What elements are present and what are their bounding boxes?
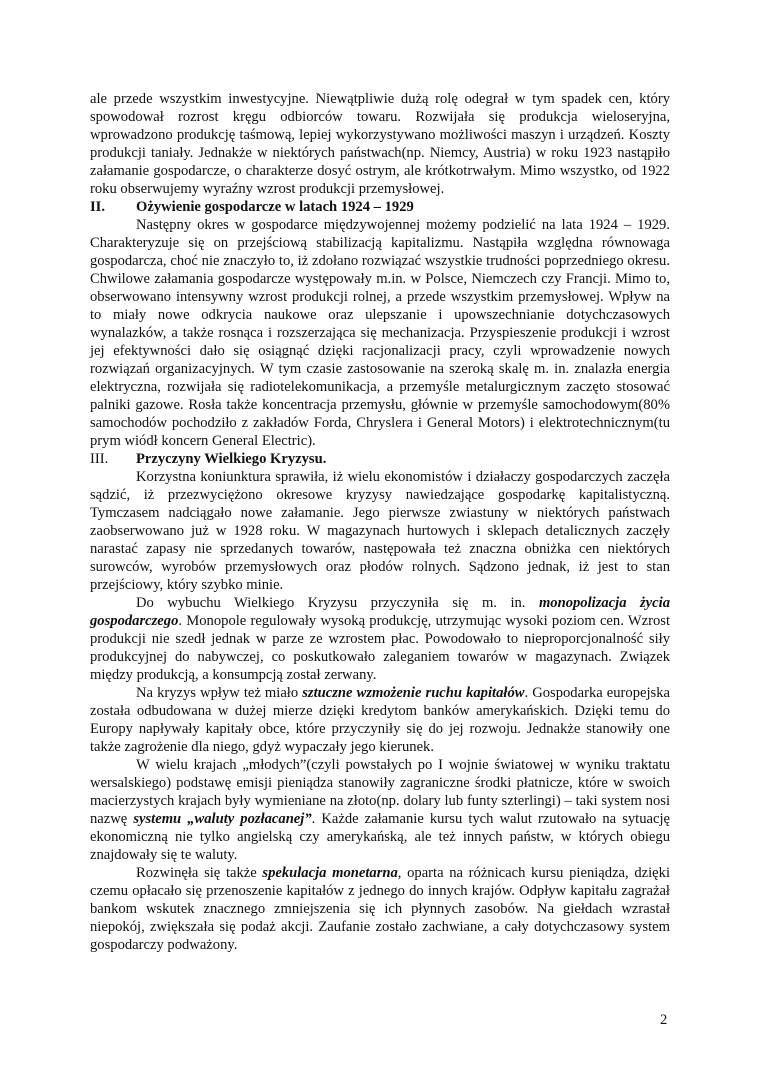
paragraph-speculation [90, 864, 670, 954]
paragraph-recovery: Następny okres w gospodarce międzywojennej możemy podzielić na lata 1924 – 1929. Charakteryzuje się on przejściową stabilizacją kapitalizmu. Nastąpiła względna równowaga gospodarcza, choć nie znaczyło to, iż zdołano rozwiązać wszystkie trudności poprzedniego okresu. Chwilowe załamania gospodarcze występowały m.in. w Polsce, Niemczech czy Francji. Mimo to, obserwowano intensywny wzrost produkcji rolnej, a przede wszystkim przemysłowej. Wpływ na to miały nowe odkrycia naukowe oraz ulepszanie i upowszechnianie dotychczasowych wynalazków, a także rosnąca i rozszerzająca się mechanizacja. Przyspieszenie produkcji i wzrost jej efektywności dało się osiągnąć dzięki racjonalizacji pracy, czyli wprowadzenie nowych rozwiązań organizacyjnych. W tym czasie zastosowanie na szeroką skalę m. in. znalazła energia elektryczna, rozwijała się radiotelekomunikacja, a przemyśle metalurgicznym zaczęto stosować palniki gazowe. Rosła także koncentracja przemysłu, głównie w przemyśle samochodowym(80% samochodów pochodziło z zakładów Forda, Chryslera i General Motors) i elektrotechnicznym(tu prym wiódł koncern General Electric). [90, 217, 670, 449]
text-run: Rozwinęła się także [136, 865, 263, 881]
text-run: . Każde załamanie kursu tych walut rzutowało na sytuację ekonomiczną nie tylko angielską czy amerykańską, ale też innych państw, w których obiegu znajdowały się te waluty. [90, 811, 671, 863]
text-run: W wielu krajach „młodych”(czyli powstałych po I wojnie światowej w wyniku traktatu wersalskiego) podstawę emisji pieniądza stanowiły zagraniczne środki płatnicze, które w swoich macierzystych krajach były wymieniane na złoto(np. dolary lub funty szterlingi) – taki system nosi nazwę [90, 757, 670, 827]
section-number: III. [90, 451, 109, 467]
text-run: . Gospodarka europejska została odbudowana w dużej mierze dzięki kredytom banków amerykańskich. Dzięki temu do Europy napływały kapitały obce, które przyczyniły się do jej rozwoju. Jednakże stanowiły one także zagrożenie dla niego, gdyż wypaczały jego kierunek. [90, 685, 670, 755]
paragraph-intro: ale przede wszystkim inwestycyjne. Niewątpliwie dużą rolę odegrał w tym spadek cen, który spowodował rozrost kręgu odbiorców towaru. Rozwijała się produkcja wieloseryjna, wprowadzono produkcję taśmową, lepiej wykorzystywano możliwości maszyn i urządzeń. Koszty produkcji taniały. Jednakże w niektórych państwach(np. Niemcy, Austria) w roku 1923 nastąpiło załamanie gospodarcze, o charakterze dosyć ostrym, ale krótkotrwałym. Mimo wszystko, od 1922 roku obserwujemy wyraźny wzrost produkcji przemysłowej. [90, 91, 670, 197]
section-number: II. [90, 199, 106, 215]
document-body [90, 90, 670, 954]
text-run: Na kryzys wpływ też miało [136, 685, 303, 701]
paragraph-gold-exchange [90, 756, 670, 864]
section-title: Przyczyny Wielkiego Kryzysu. [136, 451, 327, 467]
text-run: , oparta na różnicach kursu pieniądza, dzięki czemu opłacało się przenoszenie kapitałów z jednego do innych krajów. Odpływ kapitału zagrażał bankom wskutek znacznego zmniejszenia się ich płynnych zasobów. Na giełdach wzrastał niepokój, zwiększała się podaż akcji. Zaufanie zostało zachwiane, a cały dotychczasowy system gospodarczy podważony. [90, 865, 670, 953]
section-heading-ii [90, 198, 670, 216]
text-run: Do wybuchu Wielkiego Kryzysu przyczyniła się m. in. [136, 595, 539, 611]
emphasis-term: systemu „waluty pozłacanej” [133, 811, 312, 827]
emphasis-term: spekulacja monetarna [262, 865, 398, 881]
emphasis-term: sztuczne wzmożenie ruchu kapitałów [302, 685, 525, 701]
paragraph-monopolization [90, 594, 670, 684]
paragraph-boom: Korzystna koniunktura sprawiła, iż wielu ekonomistów i działaczy gospodarczych zaczęła sądzić, iż przezwyciężono okresowe kryzysy nawiedzające gospodarkę kapitalistyczną. Tymczasem nadciągało nowe załamanie. Jego pierwsze zwiastuny w niektórych państwach zaobserwowano już w 1928 roku. W magazynach hurtowych i sklepach detalicznych zaczęły narastać zapasy nie sprzedanych towarów, następowała też znaczna obniżka cen niektórych surowców, wyrobów przemysłowych oraz płodów rolnych. Sądzono jednak, iż jest to stan przejściowy, który szybko minie. [90, 469, 670, 593]
emphasis-term: monopolizacja życia gospodarczego [90, 595, 670, 629]
paragraph-capital-flows [90, 684, 670, 756]
section-heading-iii [90, 450, 670, 468]
page-number: 2 [660, 1012, 668, 1028]
section-title: Ożywienie gospodarcze w latach 1924 – 1929 [136, 199, 414, 215]
text-run: . Monopole regulowały wysoką produkcję, utrzymując wysoki poziom cen. Wzrost produkcji nie szedł jednak w parze ze wzrostem płac. Powodowało to nieproporcjonalność siły produkcyjnej do nabywczej, co poskutkowało zaleganiem towarów w magazynach. Związek między produkcją, a konsumpcją został zerwany. [90, 613, 670, 683]
